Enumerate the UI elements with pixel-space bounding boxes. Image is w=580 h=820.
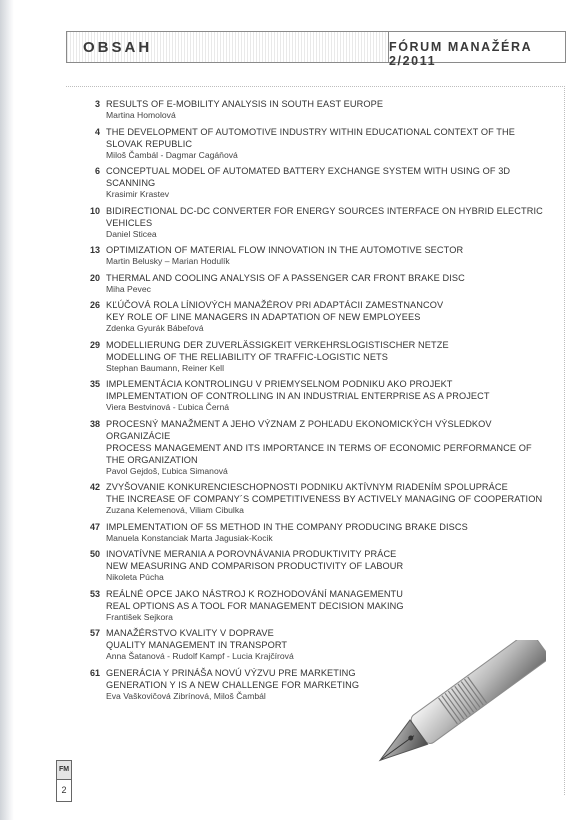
toc-entry-subtitle: PROCESS MANAGEMENT AND ITS IMPORTANCE IN TERMS OF ECONOMIC PERFORMANCE OF THE ORGANIZATION: [106, 442, 532, 465]
toc-entry-subtitle: QUALITY MANAGEMENT IN TRANSPORT: [106, 640, 288, 650]
toc-entry: [76, 548, 546, 584]
toc-entry-title: BIDIRECTIONAL DC-DC CONVERTER FOR ENERGY SOURCES INTERFACE ON HYBRID ELECTRIC VEHICLES: [106, 205, 543, 228]
toc-entry-authors: Martin Belusky – Marian Hodulík: [106, 256, 230, 266]
toc-entry-subtitle: MODELLING OF THE RELIABILITY OF TRAFFIC-LOGISTIC NETS: [106, 351, 388, 362]
toc-entry: [76, 126, 546, 162]
toc-entry-title: ZVYŠOVANIE KONKURENCIESCHOPNOSTI PODNIKU AKTÍVNYM RIADENÍM SPOLUPRÁCE: [106, 482, 508, 492]
toc-entry-title: THE DEVELOPMENT OF AUTOMOTIVE INDUSTRY WITHIN EDUCATIONAL CONTEXT OF THE SLOVAK REPUBLIC: [106, 126, 515, 149]
table-of-contents: [76, 98, 546, 706]
footer-page-marker: [56, 760, 72, 802]
toc-page-number: 26: [89, 300, 100, 310]
toc-page-number: 3: [94, 99, 100, 109]
toc-entry: [76, 378, 546, 414]
journal-name-box: [388, 32, 565, 68]
journal-name: FÓRUM MANAŽÉRA 2/2011: [389, 40, 532, 68]
toc-entry-body: [106, 418, 546, 478]
toc-entry: [76, 165, 546, 201]
toc-entry: [76, 244, 546, 268]
toc-entry-subtitle: IMPLEMENTATION OF CONTROLLING IN AN INDUSTRIAL ENTERPRISE AS A PROJECT: [106, 391, 490, 401]
toc-entry-body: [106, 205, 546, 241]
toc-entry-authors: Zuzana Kelemenová, Viliam Cibulka: [106, 505, 244, 515]
toc-entry-subtitle: GENERATION Y IS A NEW CHALLENGE FOR MARKETING: [106, 679, 360, 690]
toc-entry: [76, 205, 546, 241]
toc-entry-subtitle: KEY ROLE OF LINE MANAGERS IN ADAPTATION OF NEW EMPLOYEES: [106, 312, 421, 322]
toc-entry-title: INOVATÍVNE MERANIA A POROVNÁVANIA PRODUKTIVITY PRÁCE: [106, 549, 397, 559]
toc-entry-authors: Daniel Sticea: [106, 228, 157, 239]
page-edge-shadow: [0, 0, 14, 820]
toc-entry-authors: František Sejkora: [106, 611, 173, 622]
toc-entry-body: [106, 548, 546, 584]
toc-entry-title: MODELLIERUNG DER ZUVERLÄSSIGKEIT VERKEHRSLOGISTISCHER NETZE: [106, 339, 449, 350]
toc-entry-title: PROCESNÝ MANAŽMENT A JEHO VÝZNAM Z POHĽADU EKONOMICKÝCH VÝSLEDKOV ORGANIZÁCIE: [106, 418, 492, 441]
toc-page-number: 13: [89, 245, 100, 255]
toc-entry-title: IMPLEMENTATION OF 5S METHOD IN THE COMPANY PRODUCING BRAKE DISCS: [106, 521, 468, 532]
toc-entry-subtitle: THE INCREASE OF COMPANY´S COMPETITIVENESS BY ACTIVELY MANAGING OF COOPERATION: [106, 494, 543, 504]
page-number: 2: [61, 785, 67, 795]
footer-journal-mark: FM: [57, 761, 71, 780]
toc-entry-authors: Martina Homolová: [106, 110, 176, 120]
toc-entry: [76, 481, 546, 517]
toc-entry-body: [106, 299, 546, 335]
toc-entry-title: OPTIMIZATION OF MATERIAL FLOW INNOVATION IN THE AUTOMOTIVE SECTOR: [106, 245, 464, 255]
toc-page-number: 57: [89, 628, 100, 638]
toc-page-number: 29: [89, 339, 100, 350]
toc-entry: [76, 418, 546, 478]
toc-page-number: 61: [89, 667, 100, 678]
toc-entry: [76, 521, 546, 545]
toc-page-number: 6: [94, 166, 100, 176]
toc-entry-authors: Nikoleta Púcha: [106, 572, 164, 582]
toc-entry-authors: Krasimir Krastev: [106, 189, 170, 199]
toc-entry-authors: Pavol Gejdoš, Ľubica Simanová: [106, 465, 228, 476]
toc-entry-authors: Miha Pevec: [106, 283, 151, 294]
toc-entry-authors: Manuela Konstanciak Marta Jagusiak-Kocik: [106, 532, 273, 543]
toc-entry-body: [106, 588, 546, 624]
toc-entry-title: RESULTS OF E-MOBILITY ANALYSIS IN SOUTH EAST EUROPE: [106, 99, 384, 109]
toc-entry-title: THERMAL AND COOLING ANALYSIS OF A PASSENGER CAR FRONT BRAKE DISC: [106, 272, 465, 283]
toc-entry-subtitle: NEW MEASURING AND COMPARISON PRODUCTIVITY OF LABOUR: [106, 561, 404, 571]
toc-page-number: 53: [89, 588, 100, 599]
toc-entry-authors: Anna Šatanová - Rudolf Kampf - Lucia Krajčírová: [106, 651, 294, 661]
toc-entry: [76, 98, 546, 122]
toc-entry-authors: Zdenka Gyurák Bábeľová: [106, 323, 204, 333]
toc-entry: [76, 588, 546, 624]
page-header: [66, 31, 566, 68]
toc-entry-body: [106, 165, 546, 201]
toc-entry-body: [106, 98, 546, 122]
toc-page-number: 35: [89, 379, 100, 389]
toc-entry-body: [106, 339, 546, 375]
toc-page-number: 4: [94, 126, 100, 137]
toc-page-number: 38: [89, 418, 100, 429]
toc-entry-authors: Viera Bestvinová - Ľubica Černá: [106, 402, 230, 412]
toc-page-number: 42: [89, 482, 100, 492]
toc-entry-subtitle: REAL OPTIONS AS A TOOL FOR MANAGEMENT DECISION MAKING: [106, 600, 404, 611]
toc-entry-body: [106, 378, 546, 414]
toc-entry-title: KĽÚČOVÁ ROLA LÍNIOVÝCH MANAŽÉROV PRI ADAPTÁCII ZAMESTNANCOV: [106, 300, 444, 310]
toc-entry-title: MANAŽÉRSTVO KVALITY V DOPRAVE: [106, 628, 274, 638]
toc-entry-title: IMPLEMENTÁCIA KONTROLINGU V PRIEMYSELNOM PODNIKU AKO PROJEKT: [106, 379, 453, 389]
toc-page-number: 50: [89, 549, 100, 559]
toc-entry-body: [106, 126, 546, 162]
toc-entry-body: [106, 481, 546, 517]
fountain-pen-icon: [356, 640, 546, 780]
toc-entry-authors: Stephan Baumann, Reiner Kell: [106, 362, 225, 373]
toc-page-number: 47: [89, 521, 100, 532]
toc-entry: [76, 339, 546, 375]
toc-entry-body: [106, 521, 546, 545]
toc-page-number: 10: [89, 205, 100, 216]
toc-entry-body: [106, 244, 546, 268]
toc-entry-title: CONCEPTUAL MODEL OF AUTOMATED BATTERY EXCHANGE SYSTEM WITH USING OF 3D SCANNING: [106, 166, 511, 188]
toc-entry-authors: Eva Vaškovičová Zibrínová, Miloš Čambál: [106, 690, 266, 701]
toc-page-number: 20: [89, 272, 100, 283]
toc-entry-title: GENERÁCIA Y PRINÁŠA NOVÚ VÝZVU PRE MARKETING: [106, 667, 356, 678]
toc-entry-authors: Miloš Čambál - Dagmar Cagáňová: [106, 149, 238, 160]
page-title: OBSAH: [83, 39, 153, 56]
toc-entry: [76, 272, 546, 296]
toc-entry-title: REÁLNÉ OPCE JAKO NÁSTROJ K ROZHODOVÁNÍ MANAGEMENTU: [106, 588, 403, 599]
toc-entry-body: [106, 272, 546, 296]
toc-entry: [76, 299, 546, 335]
